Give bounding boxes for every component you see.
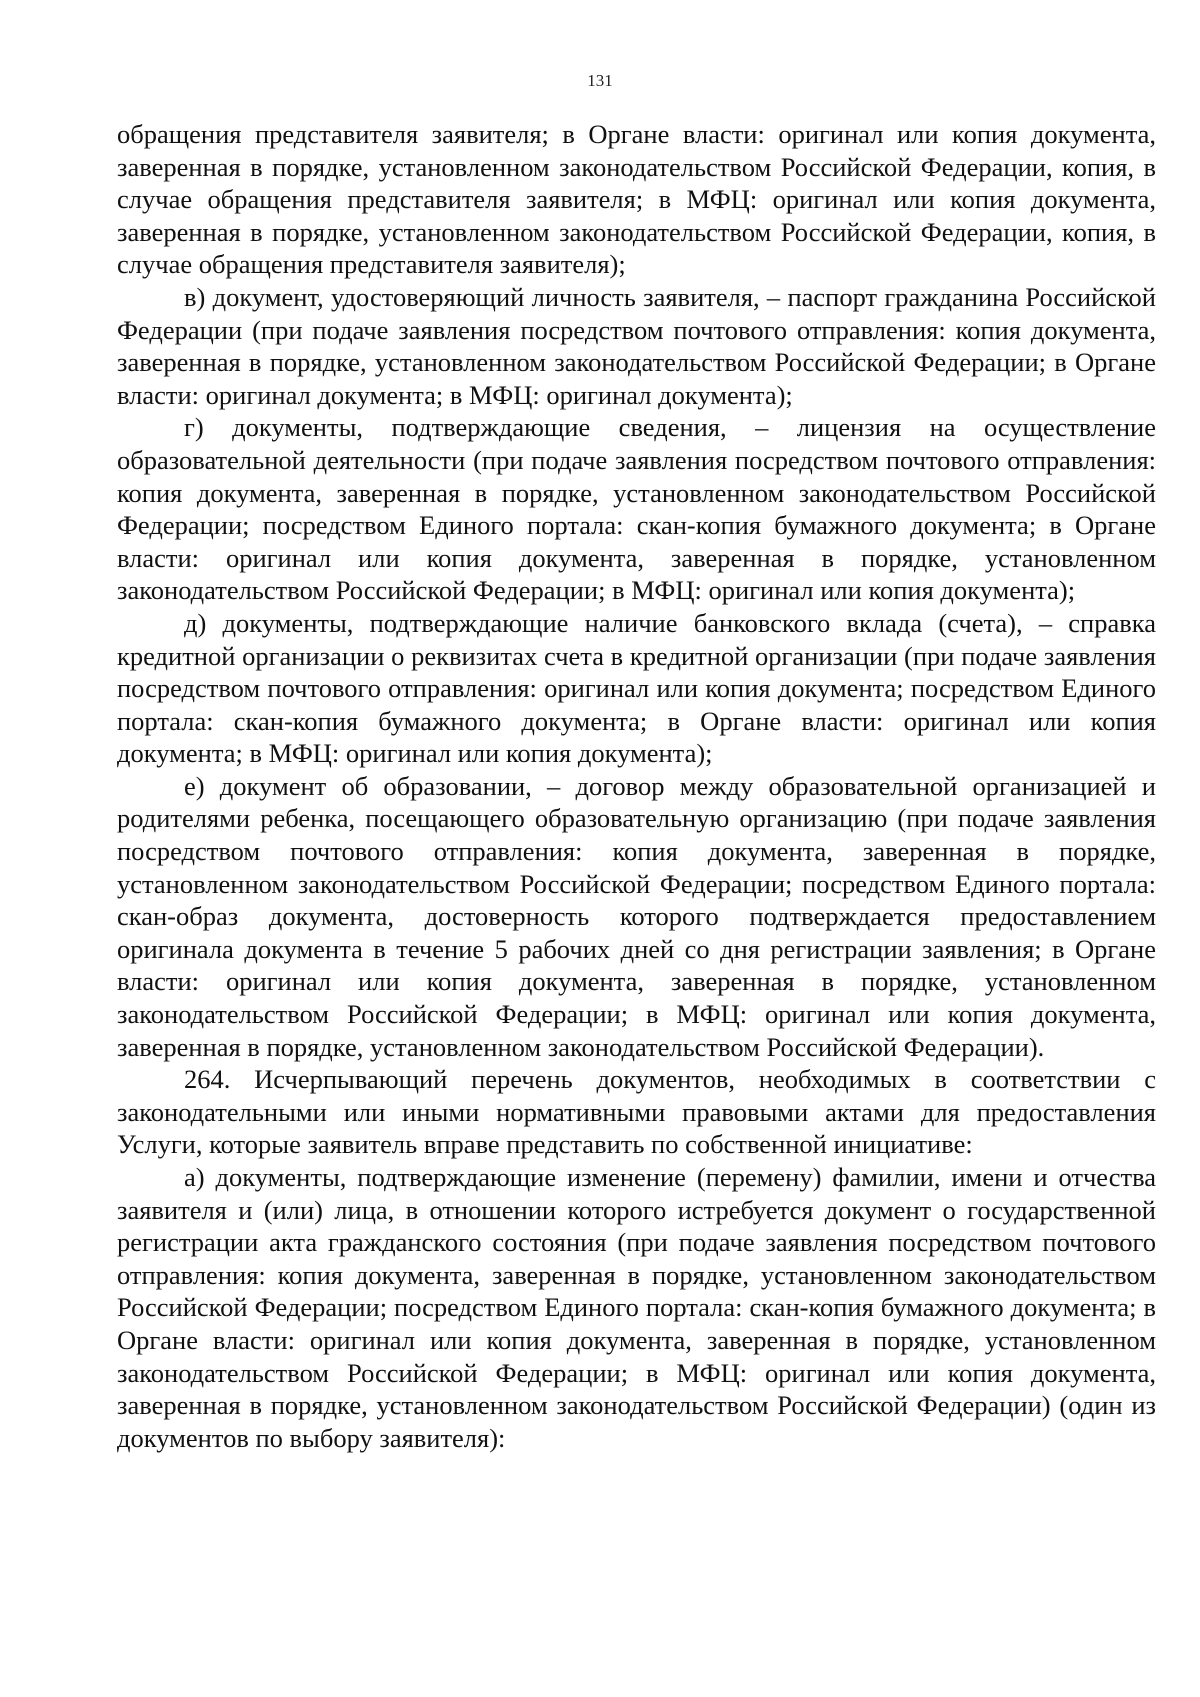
paragraph-item-d: д) документы, подтверждающие наличие банковского вклада (счета), – справка кредитной организации о реквизитах счета в кредитной организации (при подаче заявления посредством почтового отправления: оригинал или копия документа; посредством Единого портала: скан-копия бумажного документа; в Органе власти: оригинал или копия документа; в МФЦ: оригинал или копия документа); bbox=[117, 607, 1156, 769]
document-body bbox=[117, 118, 1156, 1454]
page-number: 131 bbox=[587, 71, 613, 90]
paragraph-264: 264. Исчерпывающий перечень документов, необходимых в соответствии с законодательными или иными нормативными правовыми актами для предоставления Услуги, которые заявитель вправе представить по собственной инициативе: bbox=[117, 1064, 1156, 1160]
paragraph-item-a: а) документы, подтверждающие изменение (перемену) фамилии, имени и отчества заявителя и (или) лица, в отношении которого истребуется документ о государственной регистрации акта гражданского состояния (при подаче заявления посредством почтового отправления: копия документа, заверенная в порядке, установленном законодательством Российской Федерации; посредством Единого портала: скан-копия бумажного документа; в Органе власти: оригинал или копия документа, заверенная в порядке, установленном законодательством Российской Федерации; в МФЦ: оригинал или копия документа, заверенная в порядке, установленном законодательством Российской Федерации) (один из документов по выбору заявителя): bbox=[117, 1162, 1156, 1453]
paragraph-continuation: обращения представителя заявителя; в Органе власти: оригинал или копия документа, заверенная в порядке, установленном законодательством Российской Федерации, копия, в случае обращения представителя заявителя; в МФЦ: оригинал или копия документа, заверенная в порядке, установленном законодательством Российской Федерации, копия, в случае обращения представителя заявителя); bbox=[117, 119, 1156, 280]
paragraph-item-g: г) документы, подтверждающие сведения, – лицензия на осуществление образовательной деятельности (при подаче заявления посредством почтового отправления: копия документа, заверенная в порядке, установленном законодательством Российской Федерации; посредством Единого портала: скан-копия бумажного документа; в Органе власти: оригинал или копия документа, заверенная в порядке, установленном законодательством Российской Федерации; в МФЦ: оригинал или копия документа); bbox=[117, 412, 1156, 606]
paragraph-item-e: е) документ об образовании, – договор между образовательной организацией и родителями ребенка, посещающего образовательную организацию (при подаче заявления посредством почтового отправления: копия документа, заверенная в порядке, установленном законодательством Российской Федерации; посредством Единого портала: скан-образ документа, достоверность которого подтверждается предоставлением оригинала документа в течение 5 рабочих дней со дня регистрации заявления; в Органе власти: оригинал или копия документа, заверенная в порядке, установленном законодательством Российской Федерации; в МФЦ: оригинал или копия документа, заверенная в порядке, установленном законодательством Российской Федерации). bbox=[117, 770, 1156, 1062]
paragraph-item-v: в) документ, удостоверяющий личность заявителя, – паспорт гражданина Российской Федерации (при подаче заявления посредством почтового отправления: копия документа, заверенная в порядке, установленном законодательством Российской Федерации; в Органе власти: оригинал документа; в МФЦ: оригинал документа); bbox=[117, 281, 1156, 410]
